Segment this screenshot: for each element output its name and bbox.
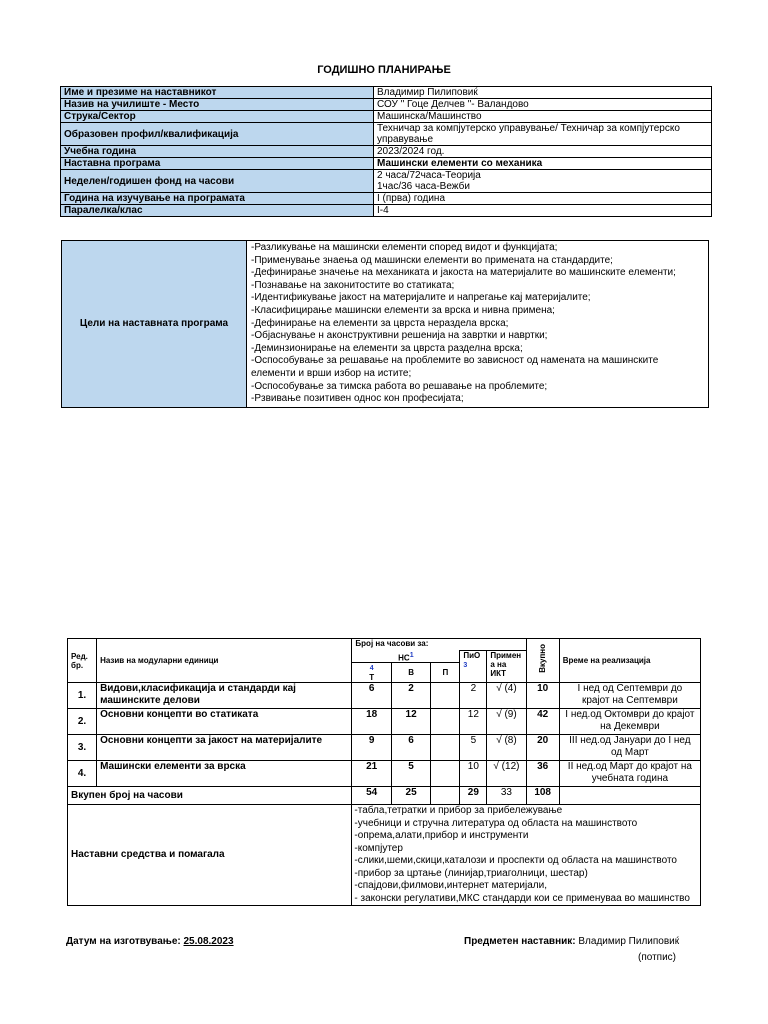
info-row xyxy=(61,193,712,205)
info-value xyxy=(374,170,712,193)
resource-item: -спајдови,филмови,интернет материјали, xyxy=(354,880,547,892)
header-total: Вкупно xyxy=(537,644,547,673)
row-t: 21 xyxy=(352,761,391,787)
goals-list xyxy=(247,241,709,408)
header-nc-note: 1 xyxy=(409,651,414,659)
header-pio-cell xyxy=(460,651,487,683)
header-nc-cell xyxy=(352,651,460,663)
row-total: 42 xyxy=(526,709,559,735)
row-ict: √ (4) xyxy=(487,683,526,709)
row-time: I нед.од Октомври до крајот на Декември xyxy=(559,709,700,735)
sum-pio: 29 xyxy=(460,787,487,805)
row-pio: 10 xyxy=(460,761,487,787)
goal-item: -Познавање на законитостите во статиката; xyxy=(251,279,455,291)
sum-v: 25 xyxy=(391,787,430,805)
row-v: 5 xyxy=(391,761,430,787)
info-value: Владимир Пилиповиќ xyxy=(374,87,712,99)
row-t: 18 xyxy=(352,709,391,735)
resource-item: -компјутер xyxy=(354,842,403,854)
info-row xyxy=(61,205,712,217)
resource-item: -опрема,алати,прибор и инструменти xyxy=(354,830,529,842)
goal-item: -Дефинирање значење на механиката и јакоста на материјалите во машинските елементи; xyxy=(251,267,676,279)
resources-row xyxy=(68,805,701,906)
goal-item: -Применување знаења од машински елементи во примената на стандардите; xyxy=(251,254,613,266)
resource-item: -прибор за цртање (линијар,триаголници, шестар) xyxy=(354,867,588,879)
info-value-line: 1час/36 часа-Вежби xyxy=(377,181,470,192)
row-name: Машински елементи за врска xyxy=(97,761,352,787)
sum-t: 54 xyxy=(352,787,391,805)
row-p xyxy=(431,709,460,735)
date-label: Датум на изготвување: xyxy=(66,936,181,947)
row-time: I нед од Септември до крајот на Септември xyxy=(559,683,700,709)
page-title: ГОДИШНО ПЛАНИРАЊЕ xyxy=(317,64,451,76)
info-label: Име и презиме на наставникот xyxy=(61,87,374,99)
date-block xyxy=(66,936,234,947)
header-p: П xyxy=(431,663,460,683)
row-num: 2. xyxy=(68,709,97,735)
goal-item: -Оспособување за тимска работа во решавање на проблемите; xyxy=(251,380,548,392)
resource-item: -табла,тетратки и прибор за прибележување xyxy=(354,805,563,817)
row-time: III нед.од Јануари до I нед од Март xyxy=(559,735,700,761)
row-name: Основни концепти за јакост на материјалите xyxy=(97,735,352,761)
resources-list xyxy=(352,805,701,906)
sum-total: 108 xyxy=(526,787,559,805)
info-row xyxy=(61,111,712,123)
resources-label: Наставни средства и помагала xyxy=(68,805,352,906)
header-nc: НС xyxy=(398,653,410,663)
header-pio: ПиО xyxy=(463,651,481,660)
goal-item: -Објаснување н аконструктивни решенија на завртки и навртки; xyxy=(251,330,548,342)
goal-item: -Деминзионирање на елементи за цврста разделна врска; xyxy=(251,342,523,354)
row-num: 4. xyxy=(68,761,97,787)
info-value: I-4 xyxy=(374,205,712,217)
info-label: Неделен/годишен фонд на часови xyxy=(61,170,374,193)
info-label: Учебна година xyxy=(61,146,374,158)
resource-item: -учебници и стручна литература од областа на машинството xyxy=(354,817,638,829)
header-hours: Број на часови за: xyxy=(352,639,526,651)
info-row xyxy=(61,87,712,99)
info-row xyxy=(61,146,712,158)
sum-row xyxy=(68,787,701,805)
sum-label: Вкупен број на часови xyxy=(68,787,352,805)
row-ict: √ (12) xyxy=(487,761,526,787)
plan-table xyxy=(67,638,701,906)
row-p xyxy=(431,683,460,709)
header-ict: Примен а на ИКТ xyxy=(487,651,526,683)
header-t-note: 4 xyxy=(369,665,374,673)
goal-item: -Идентификување јакост на материјалите и напрегање кај материјалите; xyxy=(251,292,591,304)
header-num: Ред. бр. xyxy=(68,639,97,683)
info-value-line: 2 часа/72часа-Теорија xyxy=(377,170,481,181)
row-total: 20 xyxy=(526,735,559,761)
info-value: Машински елементи со механика xyxy=(374,158,712,170)
teacher-name: Владимир Пилиповиќ xyxy=(578,936,680,947)
row-ict: √ (9) xyxy=(487,709,526,735)
row-t: 6 xyxy=(352,683,391,709)
info-row xyxy=(61,158,712,170)
goals-table xyxy=(61,240,709,408)
teacher-block xyxy=(464,936,679,947)
header-t-cell xyxy=(352,663,391,683)
info-table xyxy=(60,86,712,217)
row-ict: √ (8) xyxy=(487,735,526,761)
info-row xyxy=(61,99,712,111)
date-value: 25.08.2023 xyxy=(183,936,234,947)
row-name: Видови,класификација и стандарди кај машинските делови xyxy=(97,683,352,709)
row-num: 1. xyxy=(68,683,97,709)
goals-label: Цели на наставната програма xyxy=(62,241,247,408)
row-pio: 5 xyxy=(460,735,487,761)
row-name: Основни концепти во статиката xyxy=(97,709,352,735)
info-row xyxy=(61,123,712,146)
header-pio-note: 3 xyxy=(463,662,468,669)
row-total: 36 xyxy=(526,761,559,787)
table-row xyxy=(68,709,701,735)
sum-empty xyxy=(559,787,700,805)
row-t: 9 xyxy=(352,735,391,761)
info-label: Наставна програма xyxy=(61,158,374,170)
header-t: Т xyxy=(369,673,375,683)
goal-item: -Рзвивање позитивен однос кон професијата; xyxy=(251,393,464,405)
row-v: 2 xyxy=(391,683,430,709)
info-value: СОУ " Гоце Делчев "- Валандово xyxy=(374,99,712,111)
info-value: Техничар за компјутерско управување/ Техничар за компјутерско управување xyxy=(374,123,712,146)
goal-item: -Дефинирање на елементи за цврста нераздела врска; xyxy=(251,317,509,329)
goal-item: -Класифицирање машински елементи за врска и нивна примена; xyxy=(251,304,555,316)
sum-p xyxy=(431,787,460,805)
info-label: Образовен профил/квалификација xyxy=(61,123,374,146)
row-p xyxy=(431,735,460,761)
info-value: 2023/2024 год. xyxy=(374,146,712,158)
info-label: Струка/Сектор xyxy=(61,111,374,123)
table-row xyxy=(68,683,701,709)
info-label: Назив на училиште - Место xyxy=(61,99,374,111)
row-v: 12 xyxy=(391,709,430,735)
resource-item: - законски регулативи,МКС стандарди кои се применуваа во машинство xyxy=(354,892,690,904)
info-label: Паралелка/клас xyxy=(61,205,374,217)
sum-ict: 33 xyxy=(487,787,526,805)
table-row xyxy=(68,761,701,787)
row-time: II нед.од Март до крајот на учебната година xyxy=(559,761,700,787)
row-p xyxy=(431,761,460,787)
signature-label: (потпис) xyxy=(638,952,676,963)
info-row xyxy=(61,170,712,193)
row-pio: 2 xyxy=(460,683,487,709)
goal-item: -Разликување на машински елементи според видот и функцијата; xyxy=(251,242,558,253)
row-pio: 12 xyxy=(460,709,487,735)
header-name: Назив на модуларни единици xyxy=(97,639,352,683)
table-row xyxy=(68,735,701,761)
header-time: Време на реализација xyxy=(559,639,700,683)
teacher-label: Предметен наставник: xyxy=(464,936,576,947)
info-value: I (прва) година xyxy=(374,193,712,205)
info-value: Машинска/Машинство xyxy=(374,111,712,123)
goal-item: -Оспособување за решавање на проблемите во зависност од намената на машинските елементи и врши избор на истите; xyxy=(251,355,659,379)
row-v: 6 xyxy=(391,735,430,761)
header-v: В xyxy=(391,663,430,683)
row-num: 3. xyxy=(68,735,97,761)
header-total-cell xyxy=(526,639,559,683)
row-total: 10 xyxy=(526,683,559,709)
info-label: Година на изучување на програмата xyxy=(61,193,374,205)
resource-item: -слики,шеми,скици,каталози и проспекти од областа на машинството xyxy=(354,855,677,867)
